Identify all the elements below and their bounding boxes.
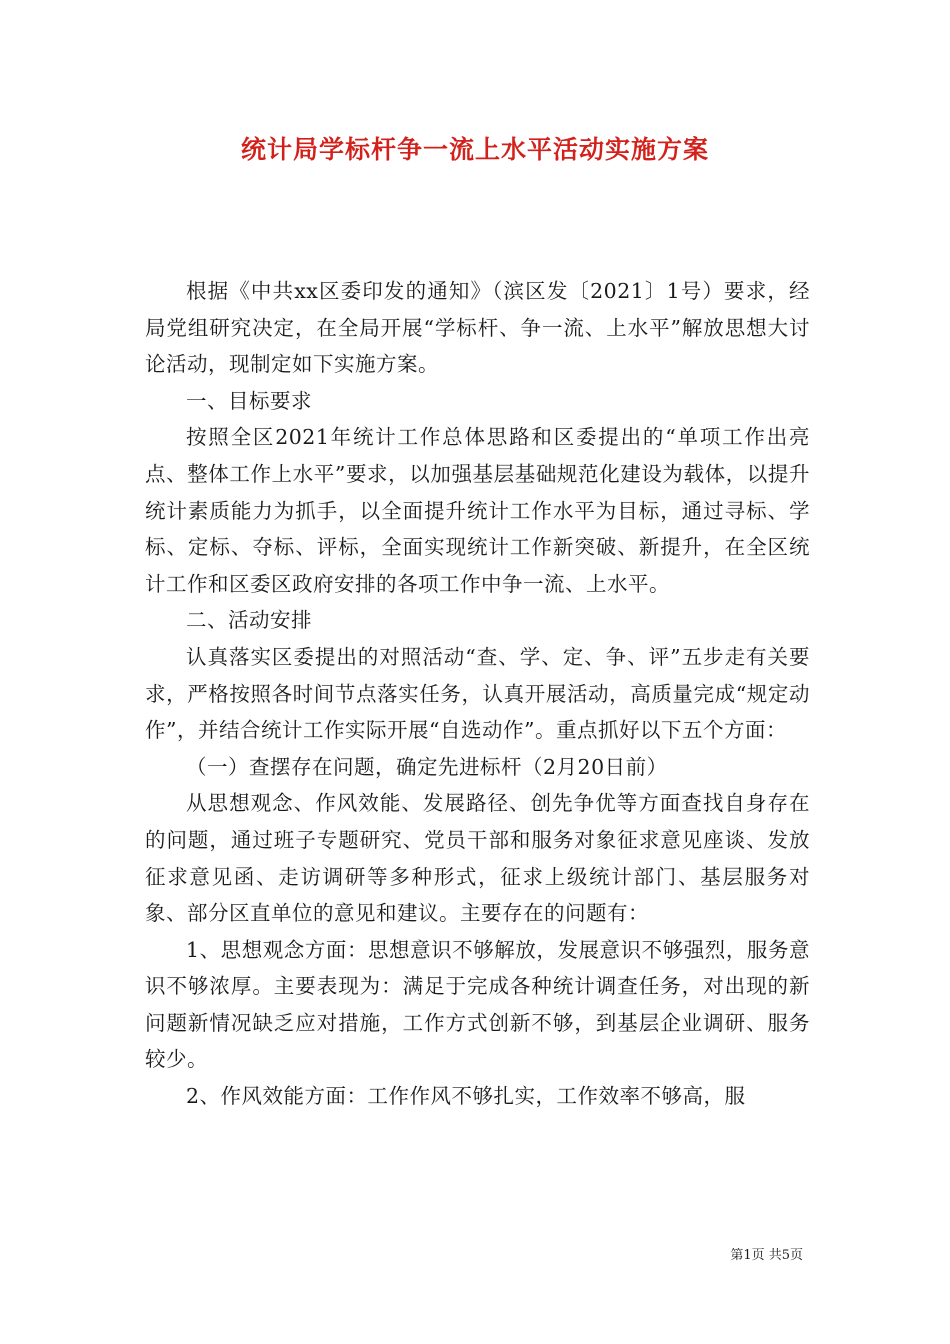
- paragraph-item-1: 1、思想观念方面：思想意识不够解放，发展意识不够强烈，服务意识不够浓厚。主要表现为：满足于完成各种统计调查任务，对出现的新问题新情况缺乏应对措施，工作方式创新不够，到基层企业调研、服务较少。: [145, 937, 810, 1072]
- paragraph-activities: 认真落实区委提出的对照活动“查、学、定、争、评”五步走有关要求，严格按照各时间节点落实任务，认真开展活动，高质量完成“规定动作”，并结合统计工作实际开展“自选动作”。重点抓好以下五个方面：: [145, 644, 810, 743]
- section-heading-activities: 二、活动安排: [186, 608, 312, 633]
- paragraph-problems: 从思想观念、作风效能、发展路径、创先争优等方面查找自身存在的问题，通过班子专题研究、党员干部和服务对象征求意见座谈、发放征求意见函、走访调研等多种形式，征求上级统计部门、基层服务对象、部分区直单位的意见和建议。主要存在的问题有：: [145, 791, 810, 926]
- document-title: 统计局学标杆争一流上水平活动实施方案: [240, 135, 709, 164]
- paragraph-intro: 根据《中共xx区委印发的通知》（滨区发〔2021〕1号）要求，经局党组研究决定，在全局开展“学标杆、争一流、上水平”解放思想大讨论活动，现制定如下实施方案。: [145, 279, 810, 377]
- section-heading-goals: 一、目标要求: [186, 388, 312, 413]
- document-body: [145, 273, 810, 1115]
- page-number: 第1页 共5页: [730, 1248, 803, 1263]
- paragraph-item-2: 2、作风效能方面：工作作风不够扎实，工作效率不够高，服: [186, 1084, 746, 1109]
- subsection-heading-1: （一）查摆存在问题，确定先进标杆（2月20日前）: [186, 754, 668, 779]
- paragraph-goals: 按照全区2021年统计工作总体思路和区委提出的“单项工作出亮点、整体工作上水平”要求，以加强基层基础规范化建设为载体，以提升统计素质能力为抓手，以全面提升统计工作水平为目标，通过寻标、学标、定标、夺标、评标，全面实现统计工作新突破、新提升，在全区统计工作和区委区政府安排的各项工作中争一流、上水平。: [145, 425, 810, 596]
